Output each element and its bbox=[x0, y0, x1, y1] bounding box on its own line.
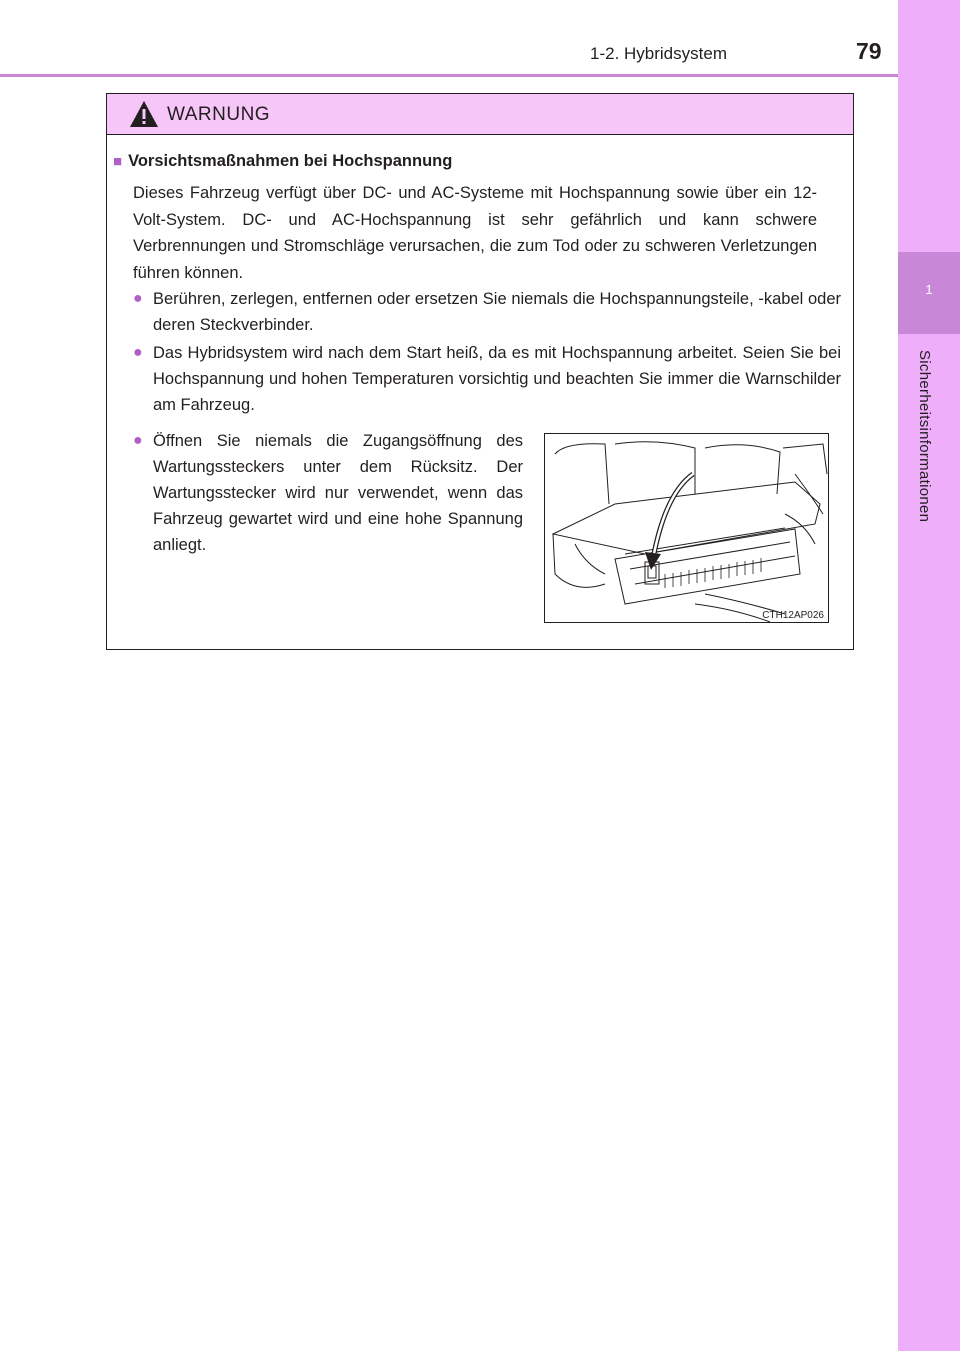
circle-bullet-icon: ● bbox=[133, 432, 143, 449]
square-bullet-icon: ■ bbox=[113, 153, 123, 170]
circle-bullet-icon: ● bbox=[133, 290, 143, 307]
warning-header bbox=[107, 94, 853, 135]
rear-seat-illustration bbox=[545, 434, 828, 622]
warning-label: WARNUNG bbox=[167, 104, 271, 125]
chapter-number: 1 bbox=[925, 282, 933, 297]
warning-triangle-icon bbox=[129, 100, 159, 128]
service-plug-illustration bbox=[544, 433, 829, 623]
figure-caption: CTH12AP026 bbox=[762, 610, 824, 621]
circle-bullet-icon: ● bbox=[133, 344, 143, 361]
page-number: 79 bbox=[856, 38, 882, 64]
chapter-side-tab bbox=[898, 0, 960, 1351]
warning-intro: Dieses Fahrzeug verfügt über DC- und AC-Systeme mit Hochspannung sowie über ein 12-Volt-System. DC- und AC-Hochspannung ist sehr gefährlich und kann schwere Verbrennungen und Stromschläge verursachen, die zum Tod oder zu schweren Verletzungen führen können. bbox=[133, 184, 817, 282]
chapter-title: Sicherheitsinformationen bbox=[916, 350, 933, 523]
warning-box: WARNUNG ■ Vorsichtsmaßnahmen bei Hochspannung Dieses Fahrzeug verfügt über DC- und AC-Systeme mit Hochspannung sowie über ein 12-Volt-System. DC- und AC-Hochspannung ist sehr gefährlich und kann schwere Verbrennungen und Stromschläge verursachen, die zum Tod oder zu schweren Verletzungen führen können. ● Berühren, zerlegen, entfernen oder ersetzen Sie niemals die Hochspannungsteile, -kabel oder deren Steckverbinder. ● Das Hybridsystem wird nach dem Start heiß, da es mit Hochspannung arbeitet. Seien Sie bei Hochspannung und hohen Temperaturen vorsichtig und beachten Sie immer die Warnschilder am Fahrzeug. ● Öffnen Sie niemals die Zugangsöffnung des Wartungssteckers unter dem Rücksitz. Der Wartungsstecker wird nur verwendet, wenn das Fahrzeug gewartet wird und eine hohe Spannung anliegt. CTH12AP026 bbox=[106, 93, 854, 650]
section-title: 1-2. Hybridsystem bbox=[590, 44, 727, 63]
header-rule bbox=[0, 74, 898, 77]
warning-subheading: ■ Vorsichtsmaßnahmen bei Hochspannung bbox=[113, 152, 453, 170]
